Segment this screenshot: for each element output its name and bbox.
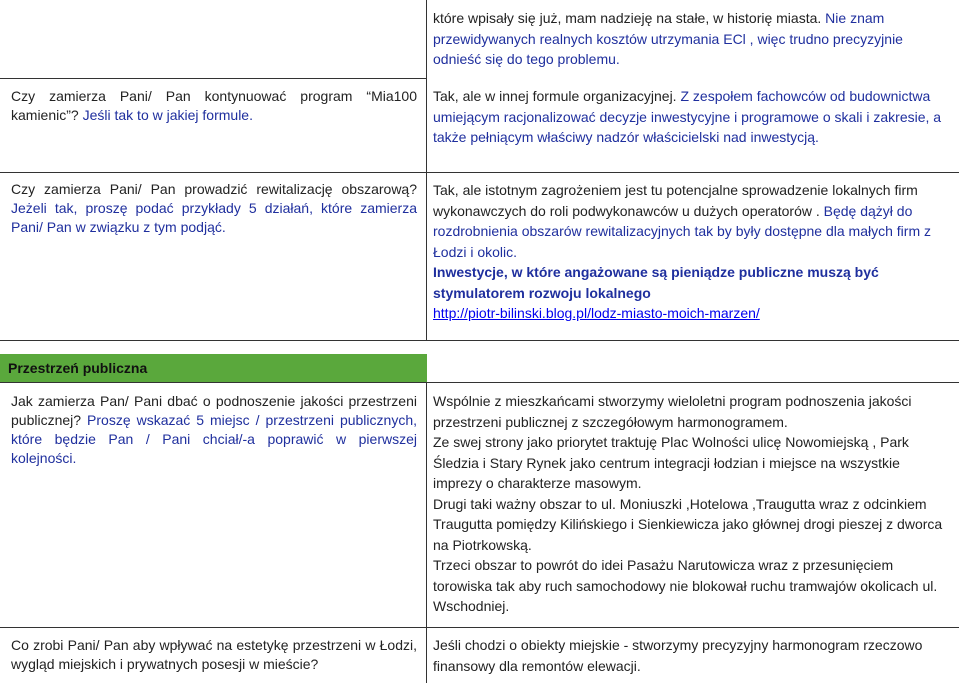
answer-highlight: Inwestycje, w które angażowane są pieniądze publiczne muszą być stymulatorem rozwoju lokalnego xyxy=(433,264,879,301)
question-cell-aesthetics xyxy=(11,636,417,674)
border-section-row3 xyxy=(0,382,959,383)
answer-text: Tak, ale w innej formule organizacyjnej. xyxy=(433,88,677,104)
answer-paragraph: Drugi taki ważny obszar to ul. Moniuszki ,Hotelowa ,Traugutta wraz z odcinkiem Traugutta pomiędzy Kilińskiego i Sienkiewicza jako głównej drogi pieszej z dworca na Piotrkowską. xyxy=(433,495,943,553)
answer-text-blue: Nie znam przewidywanych realnych kosztów utrzymania ECl , więc trudno precyzyjnie odnieść się do tego problemu. xyxy=(433,10,903,67)
answer-paragraph: Ze swej strony jako priorytet traktuję Plac Wolności ulicę Nowomiejską , Park Śledzia i Stary Rynek jako centrum integracji łodzian i miejsce na wszystkie imprezy o charakterze masowym. xyxy=(433,434,909,491)
answer-text-blue: Z zespołem fachowców od budownictwa umiejącym racjonalizować decyzje inwestycyjne i programowe o skali i zakresie, a także pełniącym właściwy nadzór właścicielski nad inwestycją. xyxy=(433,88,942,145)
answer-paragraph: Wspólnie z mieszkańcami stworzymy wieloletni program podnoszenia jakości przestrzeni publicznej z szczegółowym harmonogramem. xyxy=(433,393,912,430)
question-text-sub: Jeżeli tak, proszę podać przykłady 5 działań, które zamierza Pani/ Pan w związku z tym podjąć. xyxy=(11,200,417,235)
border-row1-row2 xyxy=(0,172,959,173)
question-cell-revitalization xyxy=(11,180,417,237)
answer-cell-continuation xyxy=(433,86,953,148)
question-cell-public-space xyxy=(11,392,417,468)
border-top-row1 xyxy=(0,78,426,79)
section-title: Przestrzeń publiczna xyxy=(8,360,148,376)
answer-cell-public-space xyxy=(433,391,948,617)
blog-link[interactable]: http://piotr-bilinski.blog.pl/lodz-miasto-moich-marzen/ xyxy=(433,305,760,321)
question-text: Czy zamierza Pani/ Pan prowadzić rewitalizację obszarową? xyxy=(11,181,417,197)
question-text: Co zrobi Pani/ Pan aby wpływać na estetykę przestrzeni w Łodzi, wygląd miejskich i prywatnych posesji w mieście? xyxy=(11,637,417,672)
answer-text: które wpisały się już, mam nadzieję na stałe, w historię miasta. xyxy=(433,10,822,26)
answer-cell-aesthetics xyxy=(433,635,948,676)
column-divider-lower xyxy=(426,382,427,683)
answer-text: Tak, ale istotnym zagrożeniem jest tu potencjalne sprowadzenie lokalnych firm wykonawczych do roli podwykonawców u dużych operatorów . xyxy=(433,182,918,219)
answer-cell-revitalization xyxy=(433,180,953,324)
answer-paragraph: Trzeci obszar to powrót do idei Pasażu Narutowicza wraz z przesunięciem torowiska tak aby ruch samochodowy nie blokował ruchu tramwajów okolicach ul. Wschodniej. xyxy=(433,557,938,614)
question-text-sub: Jeśli tak to w jakiej formule. xyxy=(78,107,253,123)
answer-cell-intro xyxy=(433,8,953,70)
column-divider xyxy=(426,0,427,341)
border-row3-row4 xyxy=(0,627,959,628)
border-row2-section xyxy=(0,340,959,341)
answer-text: Jeśli chodzi o obiekty miejskie - stworzymy precyzyjny harmonogram rzeczowo finansowy dla remontów elewacji. xyxy=(433,637,923,674)
question-text: Jak zamierza Pan/ Pani dbać o podnoszenie jakości przestrzeni publicznej? xyxy=(11,393,417,428)
answer-text-blue: Będę dążył do rozdrobnienia obszarów rewitalizacyjnych tak by były dostępne dla małych firm z Łodzi i okolic. xyxy=(433,202,931,260)
section-header xyxy=(0,354,427,382)
question-text-sub: Proszę wskazać 5 miejsc / przestrzeni publicznych, które będzie Pan / Pani chciał/-a poprawić w pierwszej kolejności. xyxy=(11,412,417,466)
question-cell-continuation xyxy=(11,87,417,125)
question-text: Czy zamierza Pani/ Pan kontynuować program “Mia100 kamienic”? xyxy=(11,88,417,123)
